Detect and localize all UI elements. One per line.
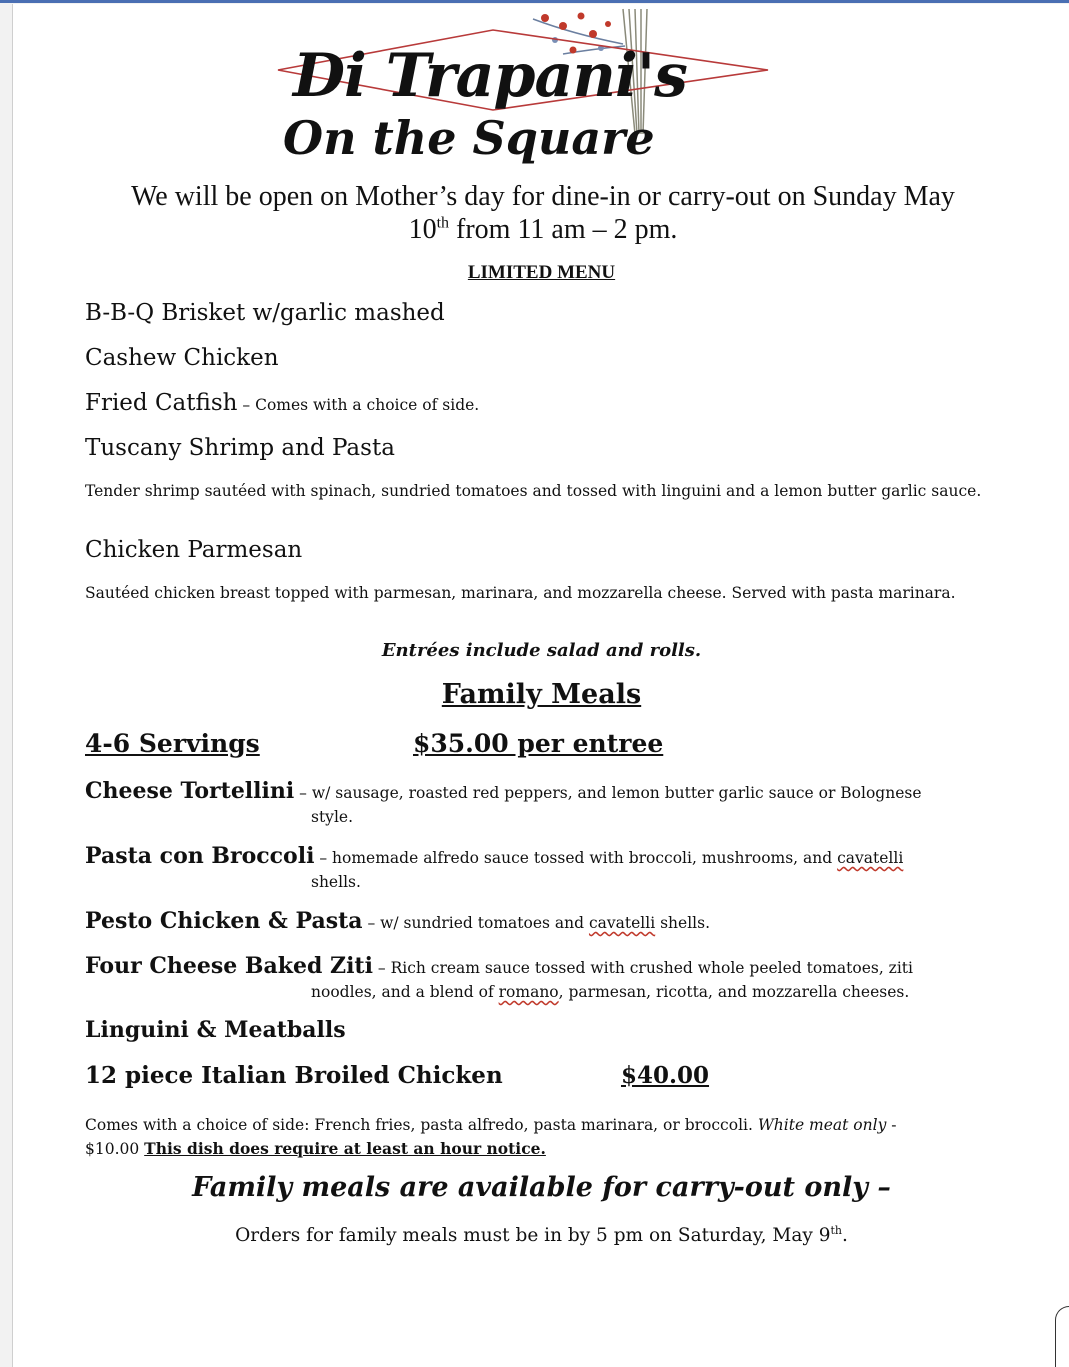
family-item-cheese-tortellini: Cheese Tortellini – w/ sausage, roasted red peppers, and lemon butter garlic sauce or Bolognese <box>85 778 922 804</box>
limited-menu-heading: LIMITED MENU <box>467 262 616 283</box>
page-corner-marker <box>1055 1306 1069 1367</box>
menu-item-description: Sautéed chicken breast topped with parmesan, marinara, and mozzarella cheese. Served with pasta marinara. <box>85 584 956 602</box>
family-meals-heading: Family Meals <box>441 679 642 710</box>
family-item-linguini-meatballs: Linguini & Meatballs <box>85 1017 346 1043</box>
announcement-line1: We will be open on Mother’s day for dine-in or carry-out on Sunday May <box>131 181 955 212</box>
menu-item-brisket: B-B-Q Brisket w/garlic mashed <box>85 300 445 326</box>
svg-text:Di Trapani's: Di Trapani's <box>293 41 687 111</box>
menu-item-note: Comes with a choice of side. <box>255 396 480 414</box>
family-item-desc-cont: style. <box>311 808 353 826</box>
family-meal-price: $35.00 per entree <box>413 729 664 758</box>
family-item-desc-cont: shells. <box>311 873 361 891</box>
family-item-broiled-chicken: 12 piece Italian Broiled Chicken <box>85 1062 503 1089</box>
entrees-note: Entrées include salad and rolls. <box>381 640 702 661</box>
announcement <box>73 180 1013 246</box>
servings-label: 4-6 Servings <box>85 729 260 758</box>
menu-item-chicken-parmesan: Chicken Parmesan <box>85 537 303 563</box>
broiled-chicken-note: Comes with a choice of side: French fries, pasta alfredo, pasta marinara, or broccoli. White meat only - <box>85 1116 897 1134</box>
family-item-pesto-chicken: Pesto Chicken & Pasta – w/ sundried tomatoes and cavatelli shells. <box>85 908 711 934</box>
family-item-four-cheese-ziti: Four Cheese Baked Ziti – Rich cream sauce tossed with crushed whole peeled tomatoes, ziti <box>85 953 913 979</box>
broiled-chicken-note-cont: $10.00 This dish does require at least an hour notice. <box>85 1139 546 1158</box>
svg-text:On the Square: On the Square <box>283 111 655 165</box>
menu-item-cashew-chicken: Cashew Chicken <box>85 345 279 371</box>
order-deadline: Orders for family meals must be in by 5 pm on Saturday, May 9th. <box>235 1224 848 1247</box>
restaurant-logo <box>263 4 783 174</box>
family-item-pasta-con-broccoli: Pasta con Broccoli – homemade alfredo sauce tossed with broccoli, mushrooms, and cavatelli <box>85 843 904 869</box>
document-page <box>12 4 1069 1367</box>
broiled-chicken-price: $40.00 <box>621 1062 710 1089</box>
announcement-line2: 10th from 11 am – 2 pm. <box>408 214 678 245</box>
menu-item-tuscany-shrimp: Tuscany Shrimp and Pasta <box>85 435 395 461</box>
family-item-desc-cont: noodles, and a blend of romano, parmesan, ricotta, and mozzarella cheeses. <box>311 983 910 1001</box>
hour-notice: This dish does require at least an hour notice. <box>144 1139 546 1158</box>
menu-item-fried-catfish: Fried Catfish – Comes with a choice of side. <box>85 390 480 416</box>
carryout-only-notice: Family meals are available for carry-out only – <box>192 1172 891 1203</box>
window-top-border <box>0 0 1069 3</box>
menu-item-description: Tender shrimp sautéed with spinach, sundried tomatoes and tossed with linguini and a lemon butter garlic sauce. <box>85 482 982 500</box>
